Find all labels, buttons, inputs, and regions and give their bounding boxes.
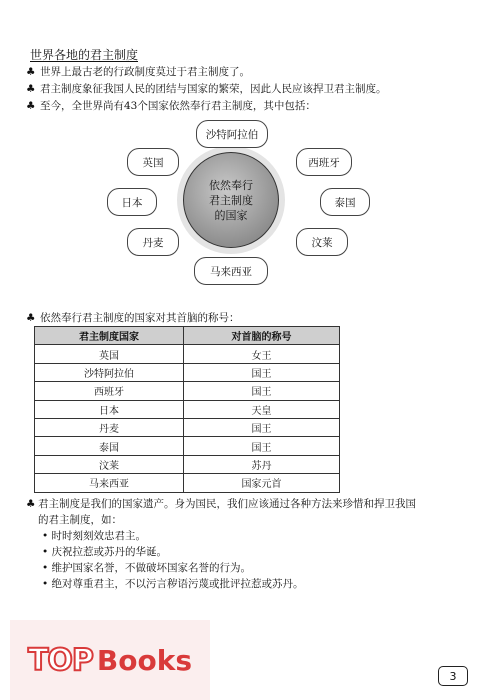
table-row <box>35 455 340 473</box>
header-title: 对首脑的称号 <box>184 327 340 345</box>
bullet-3 <box>26 99 316 113</box>
section-heading: 世界各地的君主制度 <box>30 48 139 62</box>
club-icon: ♣ <box>26 498 36 510</box>
cell-title: 国王 <box>184 437 340 455</box>
cell-country: 丹麦 <box>35 418 184 436</box>
cell-country: 日本 <box>35 400 184 418</box>
node-thailand: 泰国 <box>320 188 370 216</box>
list-item: • 绝对尊重君主，不以污言秽语污蔑或批评拉惹或苏丹。 <box>42 578 304 590</box>
bullet-1 <box>26 65 250 79</box>
club-icon: ♣ <box>26 66 36 78</box>
logo-books: Books <box>96 643 193 677</box>
cell-country: 西班牙 <box>35 382 184 400</box>
table-row <box>35 345 340 363</box>
cell-title: 国王 <box>184 363 340 381</box>
club-icon: ♣ <box>26 312 36 324</box>
list-item: • 维护国家名誉，不做破坏国家名誉的行为。 <box>42 562 252 574</box>
cell-title: 国王 <box>184 418 340 436</box>
table-row <box>35 437 340 455</box>
node-denmark: 丹麦 <box>127 228 179 256</box>
node-brunei: 汶莱 <box>296 228 348 256</box>
logo-top: TOP <box>27 642 93 678</box>
node-japan: 日本 <box>107 188 157 216</box>
table-row <box>35 363 340 381</box>
center-line-1: 依然奉行 <box>209 178 253 192</box>
cell-title: 国家元首 <box>184 474 340 492</box>
node-spain: 西班牙 <box>296 148 352 176</box>
closing-line-1 <box>26 496 416 512</box>
list-item: • 庆祝拉惹或苏丹的华诞。 <box>42 546 168 558</box>
list-item: • 时时刻刻效忠君主。 <box>42 530 147 542</box>
cell-country: 沙特阿拉伯 <box>35 363 184 381</box>
cell-country: 泰国 <box>35 437 184 455</box>
cell-title: 女王 <box>184 345 340 363</box>
page-number: 3 <box>438 666 468 686</box>
cell-title: 苏丹 <box>184 455 340 473</box>
cell-title: 国王 <box>184 382 340 400</box>
bullet-2 <box>26 82 387 96</box>
cell-title: 天皇 <box>184 400 340 418</box>
cell-country: 英国 <box>35 345 184 363</box>
cell-country: 马来西亚 <box>35 474 184 492</box>
topbooks-logo <box>10 620 210 700</box>
closing-line-2: 的君主制度，如： <box>38 514 122 526</box>
table-intro <box>26 310 240 325</box>
table-row <box>35 474 340 492</box>
bullet-text: 至今，全世界尚有43个国家依然奉行君主制度，其中包括： <box>40 100 316 112</box>
table-row <box>35 400 340 418</box>
closing-paragraph <box>26 496 416 592</box>
diagram-center-circle <box>183 152 279 248</box>
table-row <box>35 382 340 400</box>
club-icon: ♣ <box>26 100 36 112</box>
header-country: 君主制度国家 <box>35 327 184 345</box>
table-row <box>35 418 340 436</box>
closing-text-1: 君主制度是我们的国家遗产。身为国民，我们应该通过各种方法来珍惜和捍卫我国 <box>38 498 416 510</box>
club-icon: ♣ <box>26 83 36 95</box>
country-diagram <box>100 115 360 285</box>
cell-country: 汶莱 <box>35 455 184 473</box>
monarch-title-table <box>34 326 340 493</box>
bullet-text: 君主制度象征我国人民的团结与国家的繁荣，因此人民应该捍卫君主制度。 <box>40 83 387 95</box>
node-uk: 英国 <box>127 148 179 176</box>
table-intro-text: 依然奉行君主制度的国家对其首脑的称号： <box>40 312 240 324</box>
node-saudi-arabia: 沙特阿拉伯 <box>196 120 268 148</box>
center-line-3: 的国家 <box>214 208 248 222</box>
bullet-text: 世界上最古老的行政制度莫过于君主制度了。 <box>40 66 250 78</box>
center-line-2: 君主制度 <box>209 193 253 207</box>
table-header-row <box>35 327 340 345</box>
node-malaysia: 马来西亚 <box>194 257 268 285</box>
